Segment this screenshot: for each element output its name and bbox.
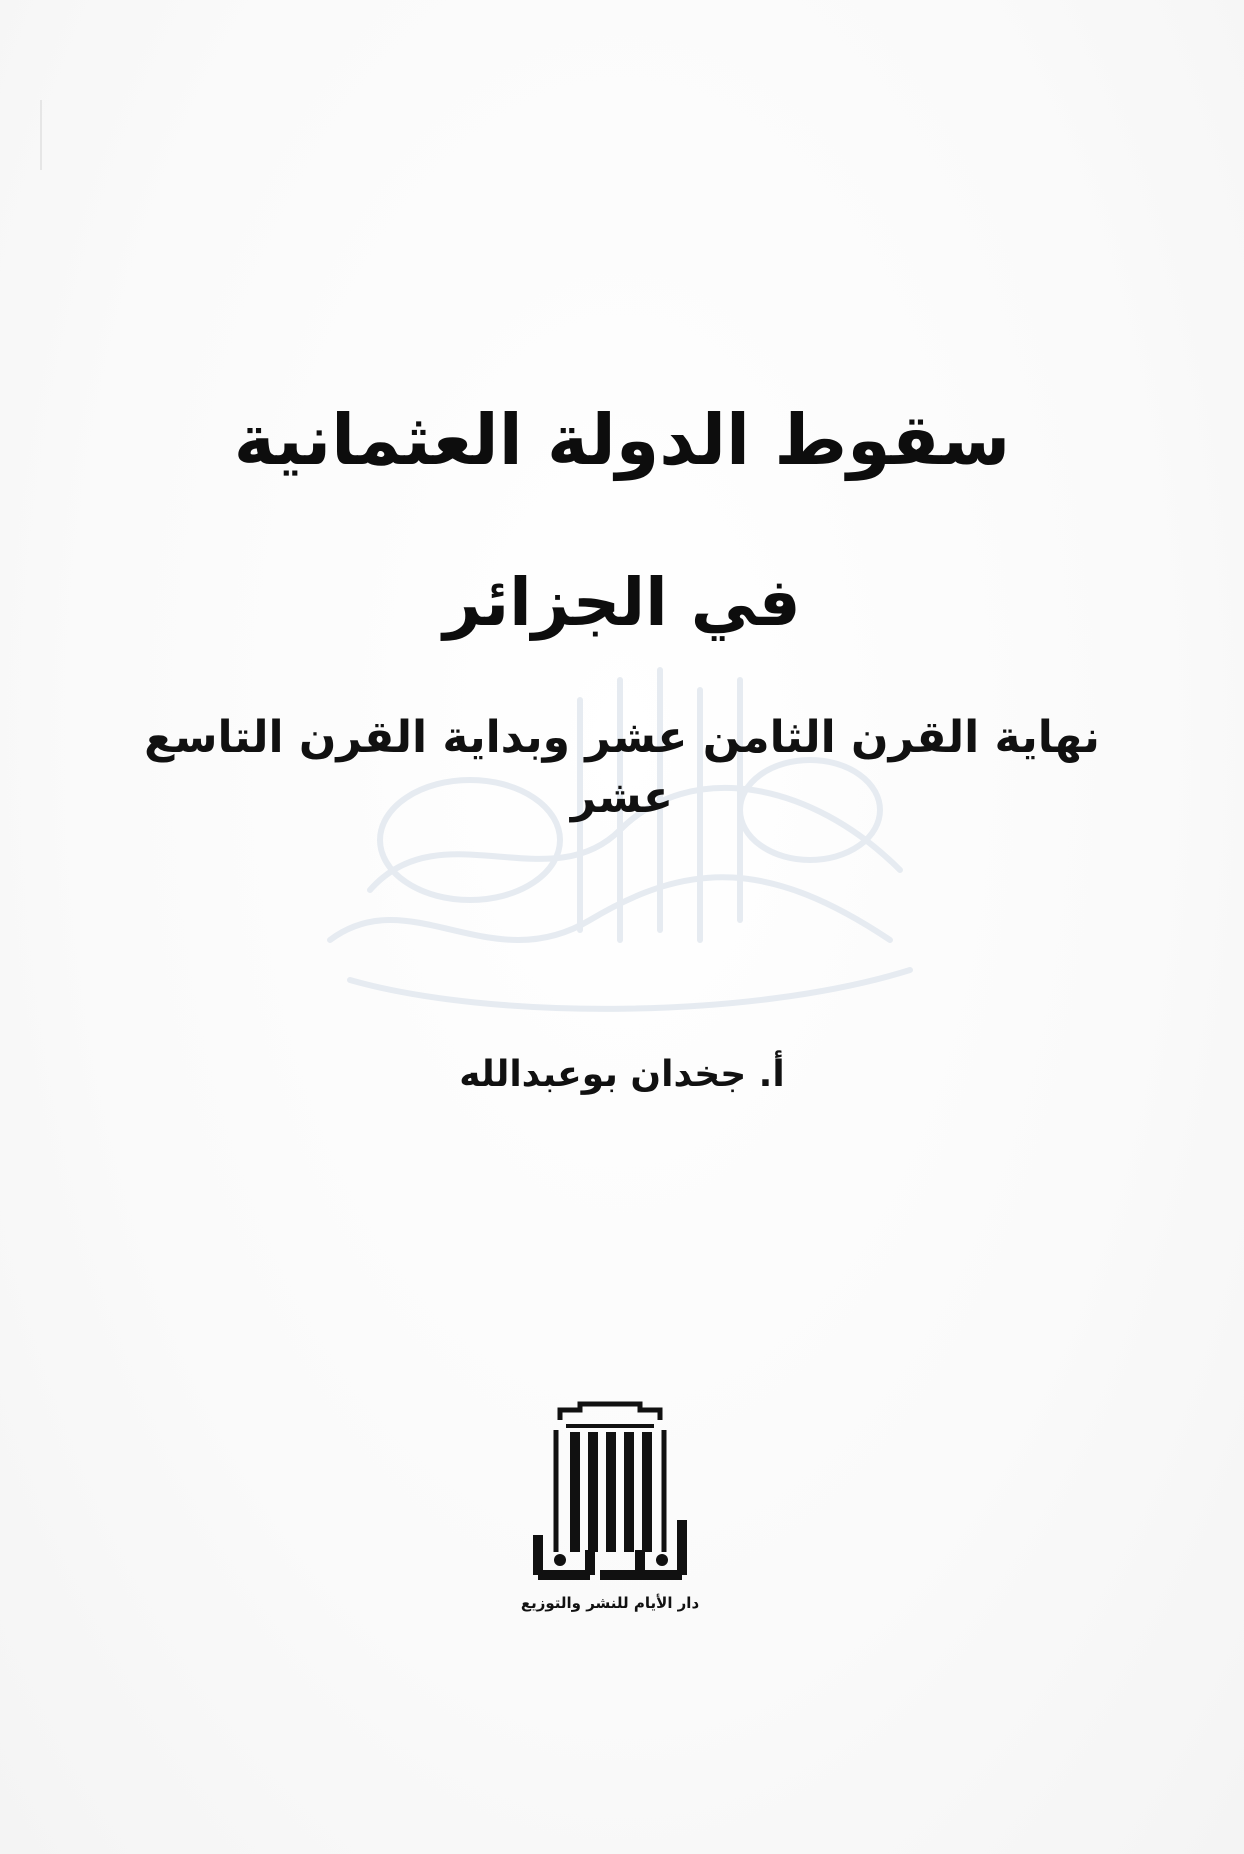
calligraphy-watermark-icon [290, 640, 950, 1020]
book-subtitle: في الجزائر [443, 564, 801, 641]
dar-al-ayyam-logo-icon [530, 1400, 690, 1590]
author-name: أ. جخدان بوعبدالله [459, 1054, 785, 1095]
publisher-logo [505, 1400, 715, 1630]
book-title: سقوط الدولة العثمانية [233, 399, 1011, 481]
publisher-name: دار الأيام للنشر والتوزيع [520, 1594, 700, 1612]
book-period: نهاية القرن الثامن عشر وبداية القرن التاسع عشر [144, 712, 1100, 823]
margin-rule [40, 100, 42, 170]
